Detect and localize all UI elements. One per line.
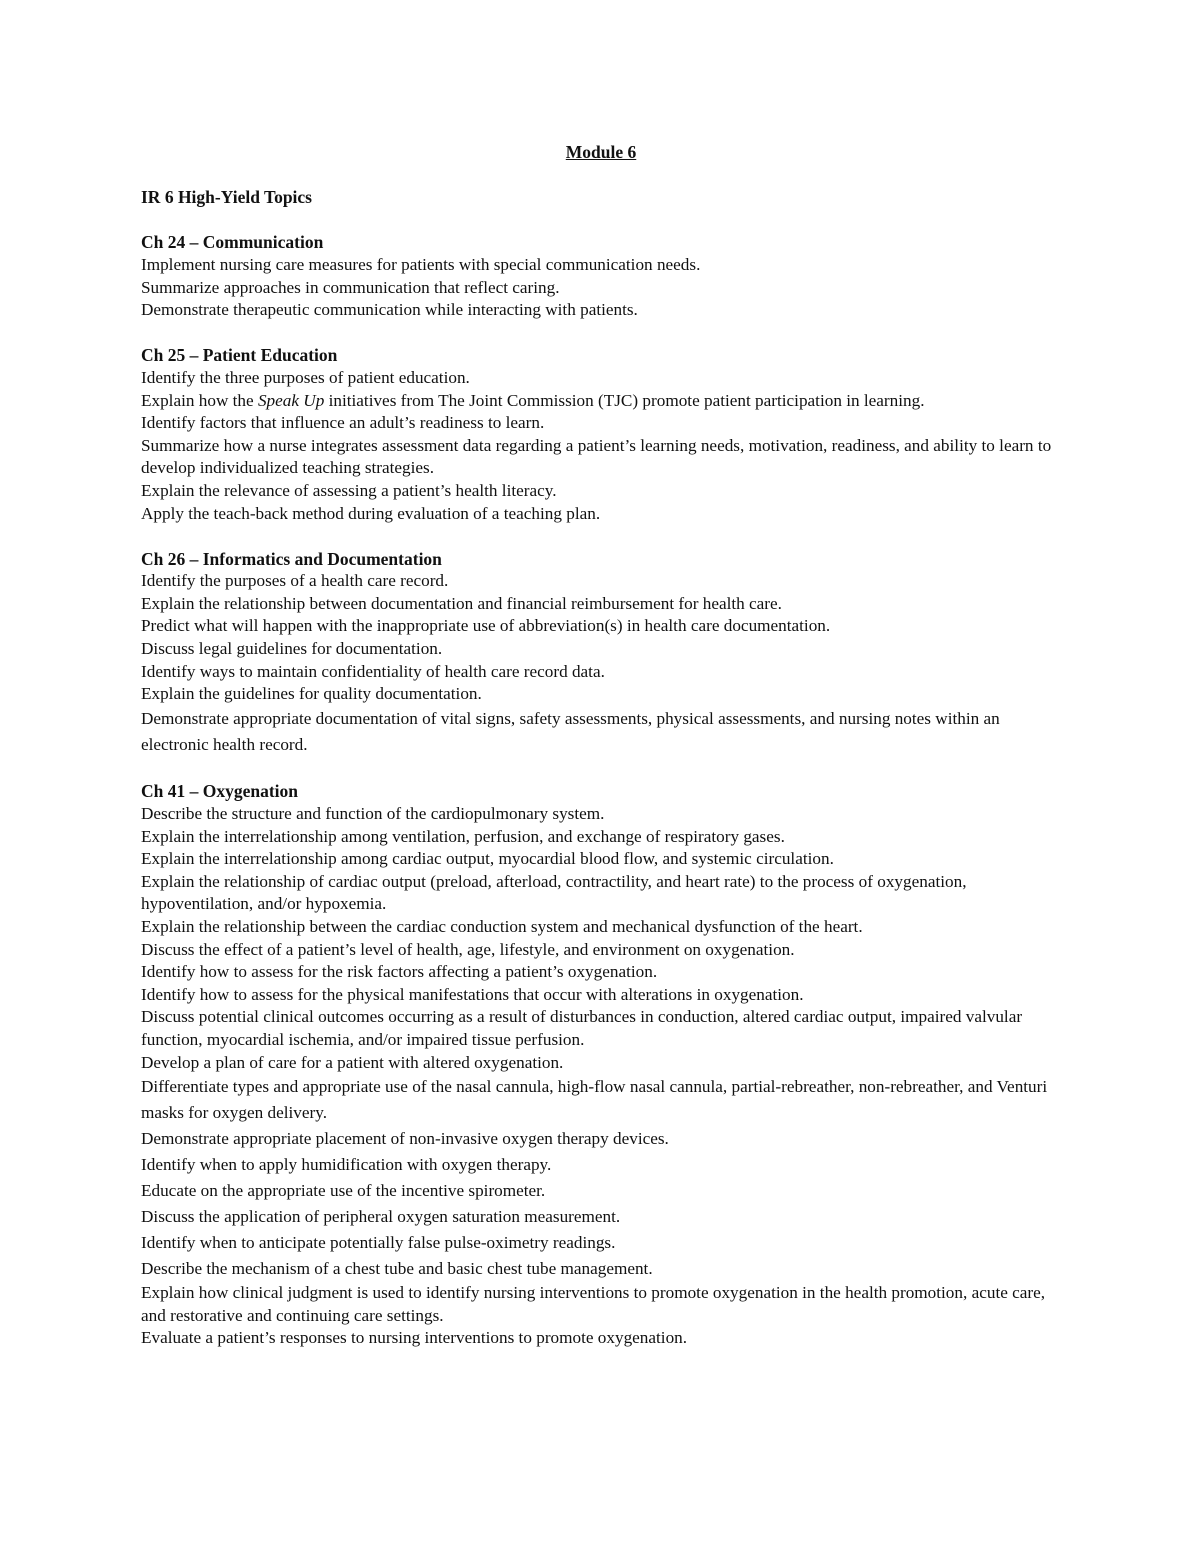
list-item: Identify when to anticipate potentially false pulse-oximetry readings. xyxy=(141,1233,616,1253)
list-item: Demonstrate appropriate documentation of vital signs, safety assessments, physical assessments, and nursing notes within an electronic health record. xyxy=(141,708,1000,754)
list-item: Explain how clinical judgment is used to identify nursing interventions to promote oxygenation in the health promotion, acute care, and restorative and continuing care settings. xyxy=(141,1283,1046,1325)
list-item: Educate on the appropriate use of the incentive spirometer. xyxy=(141,1181,546,1201)
list-item: Discuss potential clinical outcomes occurring as a result of disturbances in conduction, altered cardiac output, impaired valvular function, myocardial ischemia, and/or impaired tissue perfusion. xyxy=(141,1007,1023,1049)
list-item: Discuss legal guidelines for documentation. xyxy=(141,639,443,659)
list-item: Differentiate types and appropriate use of the nasal cannula, high-flow nasal cannula, partial-rebreather, non-rebreather, and Venturi masks for oxygen delivery. xyxy=(141,1077,1048,1123)
list-item: Discuss the effect of a patient’s level of health, age, lifestyle, and environment on oxygenation. xyxy=(141,939,795,959)
list-item: Summarize how a nurse integrates assessment data regarding a patient’s learning needs, motivation, readiness, and ability to learn to develop individualized teaching strategies. xyxy=(141,435,1052,478)
list-item: Explain the interrelationship among cardiac output, myocardial blood flow, and systemic circulation. xyxy=(141,849,834,869)
list-item: Explain the interrelationship among ventilation, perfusion, and exchange of respiratory gases. xyxy=(141,826,785,846)
list-item: Demonstrate therapeutic communication while interacting with patients. xyxy=(141,300,638,320)
speak-up-after: initiatives from The Joint Commission (TJC) promote patient participation in learning. xyxy=(324,390,925,410)
list-item: Explain the relationship of cardiac output (preload, afterload, contractility, and heart rate) to the process of oxygenation, hypoventilation, and/or hypoxemia. xyxy=(141,871,967,914)
list-item: Identify the purposes of a health care record. xyxy=(141,571,449,591)
list-item: Apply the teach-back method during evaluation of a teaching plan. xyxy=(141,503,601,523)
list-item: Describe the structure and function of the cardiopulmonary system. xyxy=(141,804,605,824)
document-title: Module 6 xyxy=(565,142,637,162)
speak-up-before: Explain how the xyxy=(141,390,258,410)
section-ch26 xyxy=(141,548,1061,758)
list-item: Explain the guidelines for quality documentation. xyxy=(141,684,482,704)
document-page xyxy=(141,141,1061,1373)
list-item-speak-up xyxy=(141,390,1061,413)
list-item: Describe the mechanism of a chest tube and basic chest tube management. xyxy=(141,1259,653,1279)
list-item: Evaluate a patient’s responses to nursing interventions to promote oxygenation. xyxy=(141,1328,688,1348)
section-ch24 xyxy=(141,231,1061,321)
section-heading: Ch 26 – Informatics and Documentation xyxy=(141,548,442,569)
list-item: Predict what will happen with the inappropriate use of abbreviation(s) in health care documentation. xyxy=(141,616,831,636)
list-item: Identify when to apply humidification with oxygen therapy. xyxy=(141,1155,552,1175)
speak-up-emphasis: Speak Up xyxy=(257,390,325,410)
section-heading: Ch 24 – Communication xyxy=(141,232,324,253)
list-item: Identify factors that influence an adult’s readiness to learn. xyxy=(141,413,545,433)
section-heading: Ch 41 – Oxygenation xyxy=(141,781,299,802)
section-ch25 xyxy=(141,344,1061,525)
list-item: Explain the relevance of assessing a patient’s health literacy. xyxy=(141,480,557,500)
list-item: Identify the three purposes of patient education. xyxy=(141,367,470,387)
list-item: Summarize approaches in communication that reflect caring. xyxy=(141,277,560,297)
list-item: Identify ways to maintain confidentiality of health care record data. xyxy=(141,661,605,681)
section-heading: Ch 25 – Patient Education xyxy=(141,345,338,366)
list-item: Demonstrate appropriate placement of non-invasive oxygen therapy devices. xyxy=(141,1129,669,1149)
list-item: Explain the relationship between the cardiac conduction system and mechanical dysfunction of the heart. xyxy=(141,917,863,936)
list-item: Identify how to assess for the risk factors affecting a patient’s oxygenation. xyxy=(141,962,658,982)
list-item: Discuss the application of peripheral oxygen saturation measurement. xyxy=(141,1207,621,1227)
list-item: Develop a plan of care for a patient with altered oxygenation. xyxy=(141,1052,564,1072)
section-ch41 xyxy=(141,780,1061,1350)
list-item: Implement nursing care measures for patients with special communication needs. xyxy=(141,254,701,274)
document-subtitle: IR 6 High-Yield Topics xyxy=(141,187,312,208)
list-item: Identify how to assess for the physical manifestations that occur with alterations in oxygenation. xyxy=(141,984,804,1004)
list-item: Explain the relationship between documentation and financial reimbursement for health care. xyxy=(141,593,782,613)
